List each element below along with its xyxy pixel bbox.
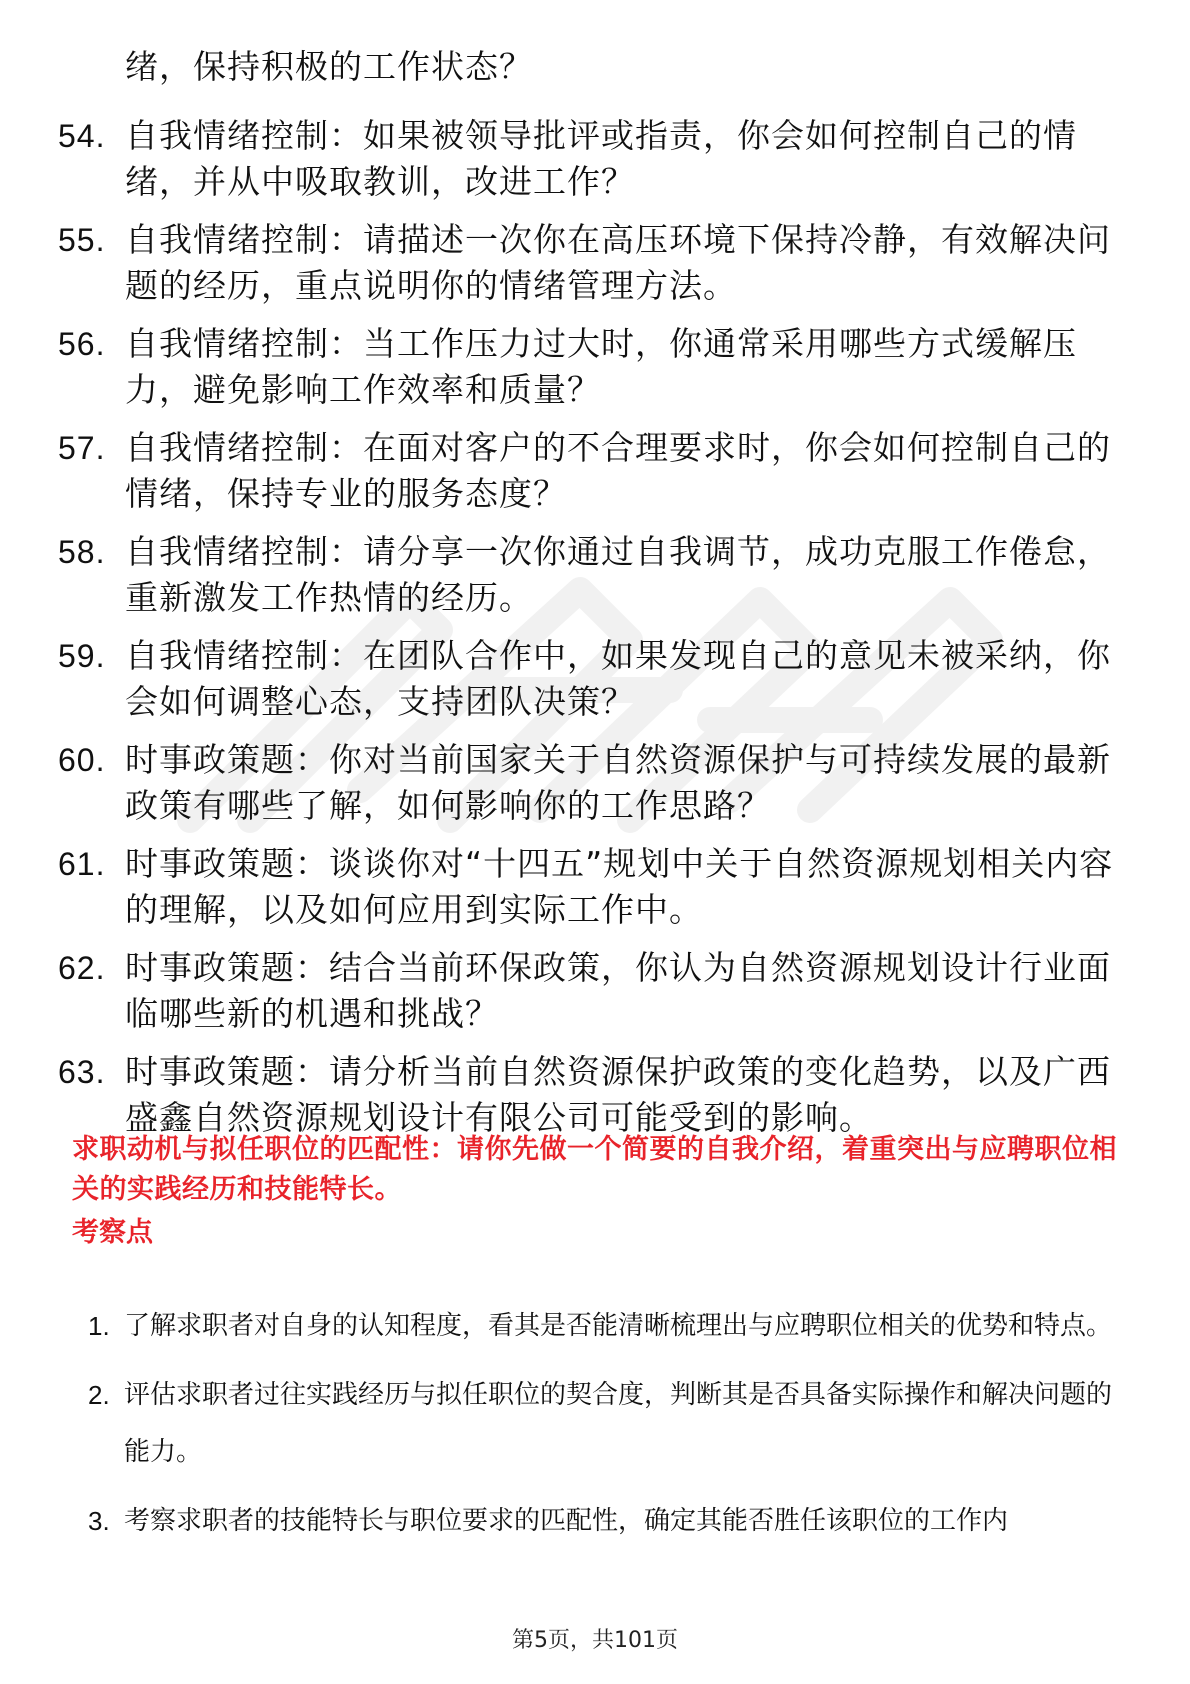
question-number: 58. (58, 534, 106, 570)
point-number: 1. (88, 1311, 110, 1341)
question-text: 时事政策题：请分析当前自然资源保护政策的变化趋势，以及广西盛鑫自然资源规划设计有限公司可能受到的影响。 (125, 1052, 1111, 1137)
question-item (58, 1049, 1128, 1141)
question-number: 63. (58, 1054, 106, 1090)
question-item (58, 217, 1128, 309)
question-text: 时事政策题：你对当前国家关于自然资源保护与可持续发展的最新政策有哪些了解，如何影响你的工作思路？ (125, 740, 1111, 825)
assessment-point (88, 1298, 1128, 1355)
continuation-line: 绪，保持积极的工作状态？ (125, 47, 533, 86)
question-item (58, 737, 1128, 829)
question-text: 时事政策题：结合当前环保政策，你认为自然资源规划设计行业面临哪些新的机遇和挑战？ (125, 948, 1111, 1033)
question-item (58, 321, 1128, 413)
question-text: 时事政策题：谈谈你对“十四五”规划中关于自然资源规划相关内容的理解，以及如何应用到实际工作中。 (125, 844, 1114, 929)
point-text: 评估求职者过往实践经历与拟任职位的契合度，判断其是否具备实际操作和解决问题的能力。 (124, 1380, 1113, 1467)
question-number: 59. (58, 638, 106, 674)
question-text: 自我情绪控制：请分享一次你通过自我调节，成功克服工作倦怠，重新激发工作热情的经历。 (125, 532, 1111, 617)
question-number: 57. (58, 430, 106, 466)
point-number: 3. (88, 1506, 110, 1536)
assessment-points-label: 考察点 (72, 1217, 153, 1248)
question-item (58, 425, 1128, 517)
assessment-point (88, 1367, 1128, 1481)
question-text: 自我情绪控制：请描述一次你在高压环境下保持冷静，有效解决问题的经历，重点说明你的情绪管理方法。 (125, 220, 1111, 305)
assessment-point (88, 1493, 1128, 1550)
question-number: 56. (58, 326, 106, 362)
question-item (58, 841, 1128, 933)
question-number: 55. (58, 222, 106, 258)
question-number: 61. (58, 846, 106, 882)
point-text: 了解求职者对自身的认知程度，看其是否能清晰梳理出与应聘职位相关的优势和特点。 (124, 1311, 1113, 1341)
question-text: 自我情绪控制：如果被领导批评或指责，你会如何控制自己的情绪，并从中吸取教训，改进工作？ (125, 116, 1077, 201)
question-item (58, 945, 1128, 1037)
question-text: 自我情绪控制：在面对客户的不合理要求时，你会如何控制自己的情绪，保持专业的服务态度？ (125, 428, 1111, 513)
question-number: 54. (58, 118, 106, 154)
question-item (58, 633, 1128, 725)
question-item (58, 113, 1128, 205)
question-number: 60. (58, 742, 106, 778)
question-item (58, 529, 1128, 621)
section-heading: 求职动机与拟任职位的匹配性：请你先做一个简要的自我介绍，着重突出与应聘职位相关的实践经历和技能特长。 (72, 1134, 1117, 1205)
assessment-point-list (88, 1298, 1128, 1562)
question-text: 自我情绪控制：当工作压力过大时，你通常采用哪些方式缓解压力，避免影响工作效率和质量？ (125, 324, 1077, 409)
point-text: 考察求职者的技能特长与职位要求的匹配性，确定其能否胜任该职位的工作内 (124, 1506, 1009, 1536)
question-number: 62. (58, 950, 106, 986)
question-list (58, 113, 1128, 1153)
page-footer: 第5页，共101页 (512, 1628, 678, 1653)
point-number: 2. (88, 1380, 110, 1410)
question-text: 自我情绪控制：在团队合作中，如果发现自己的意见未被采纳，你会如何调整心态，支持团队决策？ (125, 636, 1111, 721)
